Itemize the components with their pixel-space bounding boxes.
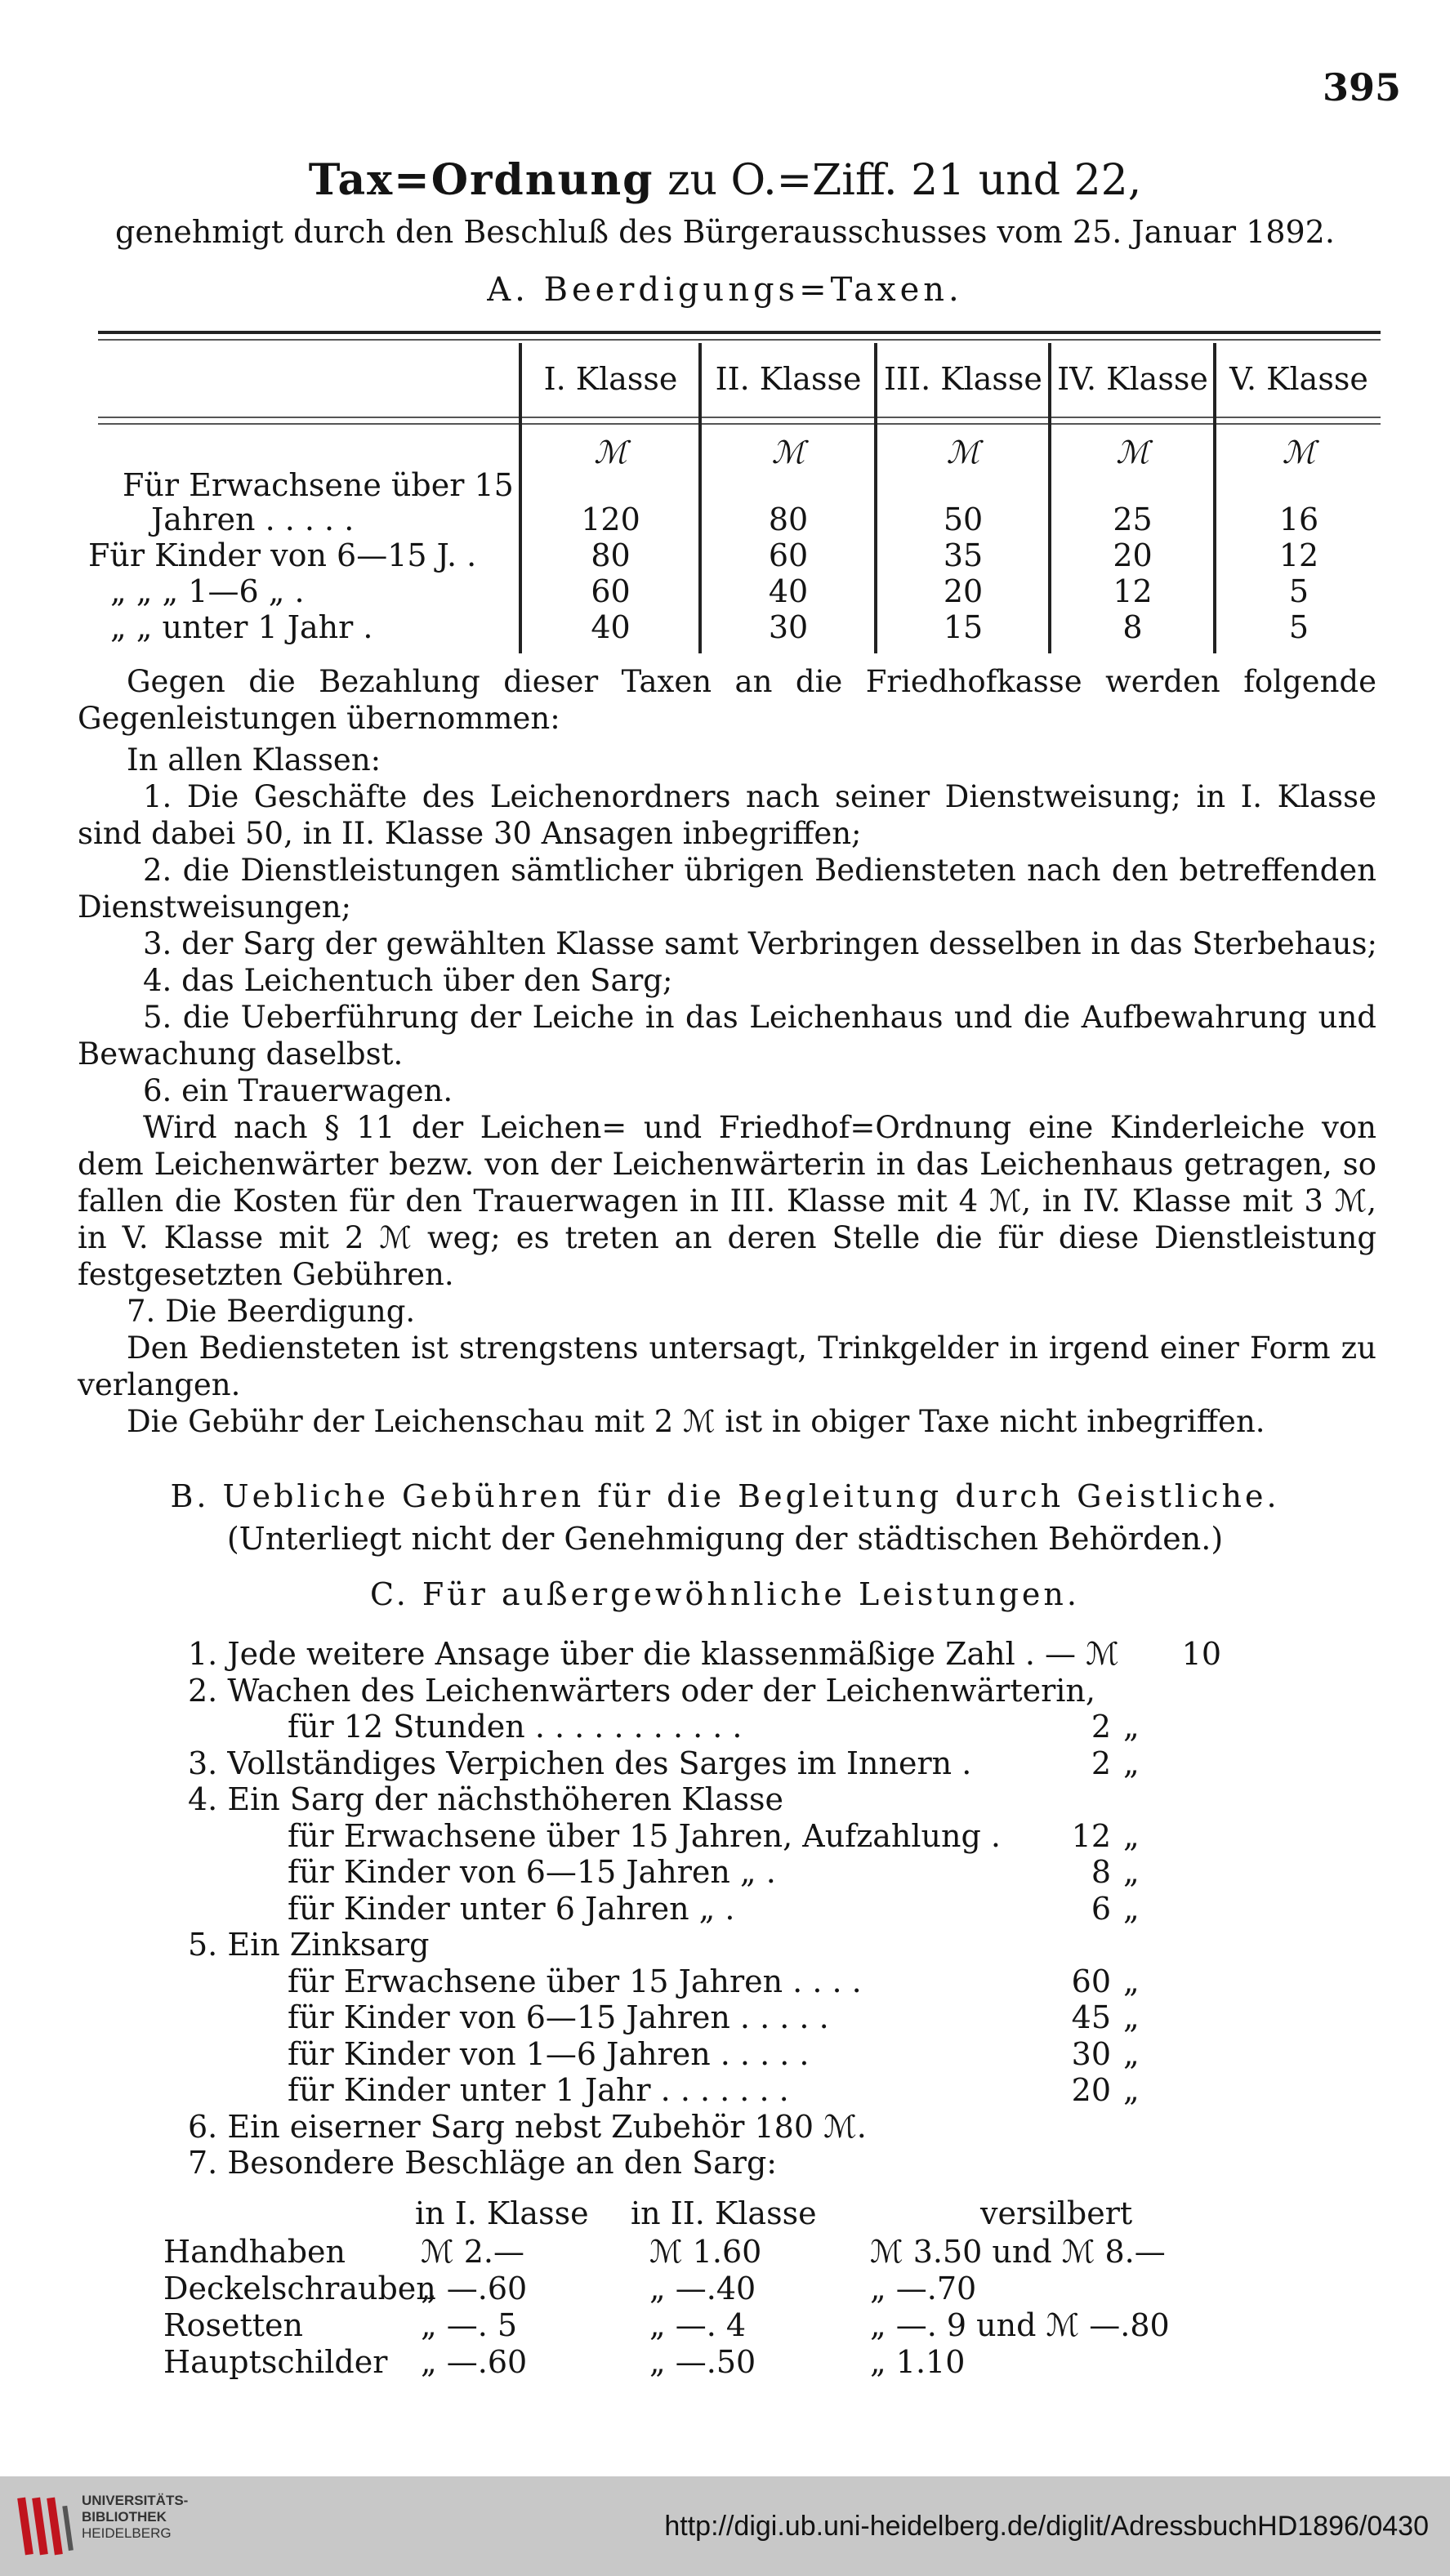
list-item: für Erwachsene über 15 Jahren, Aufzahlung . (288, 1818, 1001, 1854)
fitting-price: „ 1.10 (870, 2344, 966, 2380)
list-item: für Kinder unter 6 Jahren „ . (288, 1891, 735, 1927)
item-1: 1. Die Geschäfte des Leichenordners nach seiner Dienstweisung; in I. Klasse sind dabei 50, in II. Klasse 30 Ansagen inbegriffen; (78, 779, 1376, 851)
table-cell: 80 (768, 501, 809, 537)
fitting-price: ℳ 3.50 und ℳ 8.— (870, 2234, 1166, 2270)
unit-cell: ℳ (1282, 435, 1316, 470)
table-cell: 8 (1122, 609, 1143, 645)
list-item-value: 45 (1071, 1999, 1111, 2035)
item-3: 3. der Sarg der gewählten Klasse samt Verbringen desselben in das Sterbehaus; (143, 926, 1377, 961)
list-item-unit: „ (1123, 2072, 1140, 2108)
fitting-name: Hauptschilder (163, 2344, 388, 2380)
list-item-value: 60 (1071, 1963, 1111, 1999)
list-item-value: 2 (1091, 1709, 1111, 1745)
list-item-unit: „ (1123, 1818, 1140, 1854)
logo-line-3: HEIDELBERG (82, 2525, 172, 2541)
table-cell: 25 (1113, 501, 1153, 537)
table-cell: 20 (943, 573, 984, 609)
table-cell: 60 (591, 573, 631, 609)
item-5: 5. die Ueberführung der Leiche in das Leichenhaus und die Aufbewahrung und Bewachung daselbst. (78, 1000, 1376, 1072)
item-6: 6. ein Trauerwagen. (143, 1073, 453, 1108)
list-item-value: 2 (1091, 1745, 1111, 1781)
row-label: Für Erwachsene über 15 (123, 467, 514, 503)
list-item-unit: „ (1123, 1709, 1140, 1745)
logo-line-2: BIBLIOTHEK (82, 2509, 167, 2525)
table-divider (698, 343, 702, 653)
table-divider (1048, 343, 1051, 653)
list-item-value: 12 (1071, 1818, 1111, 1854)
table-cell: 12 (1278, 537, 1319, 573)
table-cell: 40 (591, 609, 631, 645)
table-top-rule (98, 331, 1381, 334)
table-header-rule-2 (98, 423, 1381, 425)
page-number: 395 (1322, 65, 1401, 109)
fitting-price: ℳ 1.60 (649, 2234, 762, 2270)
list-item-unit: „ (1123, 1745, 1140, 1781)
table-divider (874, 343, 877, 653)
list-item: 4. Ein Sarg der nächsthöheren Klasse (188, 1781, 783, 1817)
fitting-price: „ —.40 (649, 2271, 756, 2306)
section-c-heading: C. Für außergewöhnliche Leistungen. (370, 1576, 1080, 1612)
col-header-4: IV. Klasse (1057, 361, 1208, 397)
col-header-5: V. Klasse (1229, 361, 1368, 397)
tips-paragraph: Den Bediensteten ist strengstens untersagt, Trinkgelder in irgend einer Form zu verlangen. (78, 1330, 1376, 1402)
table-cell: 20 (1113, 537, 1153, 573)
list-item-value: 20 (1071, 2072, 1111, 2108)
fittings-header-3: versilbert (980, 2195, 1133, 2231)
table-header-rule (98, 417, 1381, 418)
unit-cell: ℳ (771, 435, 805, 470)
col-header-2: II. Klasse (715, 361, 862, 397)
table-cell: 60 (768, 537, 809, 573)
fitting-name: Handhaben (163, 2234, 346, 2270)
table-divider (519, 343, 522, 653)
title-bold: Tax=Ordnung (308, 155, 654, 205)
table-cell: 40 (768, 573, 809, 609)
list-item: 5. Ein Zinksarg (188, 1927, 430, 1963)
list-item: 1. Jede weitere Ansage über die klassenmäßige Zahl . — ℳ (188, 1636, 1119, 1672)
all-classes-heading: In allen Klassen: (127, 742, 381, 778)
table-cell: 30 (768, 609, 809, 645)
list-item: 3. Vollständiges Verpichen des Sarges im Innern . (188, 1745, 972, 1781)
fittings-header-2: in II. Klasse (631, 2195, 817, 2231)
fitting-price: „ —. 4 (649, 2307, 747, 2343)
section-b-note: (Unterliegt nicht der Genehmigung der städtischen Behörden.) (226, 1521, 1224, 1557)
inspection-fee-paragraph: Die Gebühr der Leichenschau mit 2 ℳ ist in obiger Taxe nicht inbegriffen. (127, 1404, 1265, 1439)
fitting-price: ℳ 2.— (421, 2234, 524, 2270)
logo-line-1: UNIVERSITÄTS- (82, 2493, 189, 2508)
row-label: Für Kinder von 6—15 J. . (88, 537, 477, 573)
list-item: 7. Besondere Beschläge an den Sarg: (188, 2145, 778, 2181)
fitting-price: „ —.70 (870, 2271, 977, 2306)
table-cell: 5 (1288, 573, 1309, 609)
table-cell: 35 (943, 537, 984, 573)
fitting-name: Rosetten (163, 2307, 303, 2343)
list-item: für Erwachsene über 15 Jahren . . . . (288, 1963, 862, 1999)
unit-cell: ℳ (946, 435, 980, 470)
fitting-price: „ —. 5 (421, 2307, 518, 2343)
fitting-name: Deckelschrauben (163, 2271, 436, 2306)
fitting-price: „ —.60 (421, 2271, 528, 2306)
table-cell: 16 (1278, 501, 1319, 537)
item-4: 4. das Leichentuch über den Sarg; (143, 963, 673, 998)
col-header-3: III. Klasse (884, 361, 1042, 397)
fitting-price: „ —.50 (649, 2344, 756, 2380)
list-item: für Kinder von 6—15 Jahren . . . . . (288, 1999, 829, 2035)
table-cell: 120 (581, 501, 640, 537)
row-label: „ „ „ 1—6 „ . (110, 573, 305, 609)
subtitle: genehmigt durch den Beschluß des Bürgerausschusses vom 25. Januar 1892. (115, 214, 1335, 250)
list-item-unit: „ (1123, 2036, 1140, 2072)
table-cell: 5 (1288, 609, 1309, 645)
source-url-link[interactable]: http://digi.ub.uni-heidelberg.de/diglit/AdressbuchHD1896/0430 (664, 2511, 1429, 2542)
table-top-rule-thin (98, 339, 1381, 341)
list-item: 6. Ein eiserner Sarg nebst Zubehör 180 ℳ. (188, 2109, 867, 2145)
table-cell: 50 (943, 501, 984, 537)
table-cell: 15 (943, 609, 984, 645)
item-6-note: Wird nach § 11 der Leichen= und Friedhof=Ordnung eine Kinderleiche von dem Leichenwärter bezw. von der Leichenwärterin in das Leichenhaus getragen, so fallen die Kosten für den Trauerwagen in III. Klasse mit 4 ℳ, in IV. Klasse mit 3 ℳ, in V. Klasse mit 2 ℳ weg; es treten an deren Stelle die für diese Dienstleistung festgesetzten Gebühren. (78, 1110, 1376, 1292)
list-item-unit: „ (1123, 1891, 1140, 1927)
item-7: 7. Die Beerdigung. (127, 1294, 416, 1329)
table-cell: 80 (591, 537, 631, 573)
fittings-header-1: in I. Klasse (415, 2195, 589, 2231)
list-item: für Kinder von 1—6 Jahren . . . . . (288, 2036, 810, 2072)
table-cell: 12 (1113, 573, 1153, 609)
list-item-unit: „ (1123, 1854, 1140, 1890)
list-item: für Kinder unter 1 Jahr . . . . . . . (288, 2072, 789, 2108)
logo-text (82, 2493, 188, 2542)
list-item-unit: „ (1123, 1963, 1140, 1999)
list-item-value: 6 (1091, 1891, 1111, 1927)
university-library-logo-icon (15, 2489, 88, 2563)
intro-paragraph: Gegen die Bezahlung dieser Taxen an die Friedhofkasse werden folgende Gegenleistungen übernommen: (78, 664, 1376, 736)
col-header-1: I. Klasse (543, 361, 678, 397)
title-rest: zu O.=Ziff. 21 und 22, (667, 156, 1142, 205)
section-b-heading: B. Uebliche Gebühren für die Begleitung durch Geistliche. (170, 1478, 1280, 1514)
fitting-price: „ —. 9 und ℳ —.80 (870, 2307, 1170, 2343)
list-item-unit: „ (1123, 1999, 1140, 2035)
row-label: „ „ unter 1 Jahr . (110, 609, 373, 645)
fitting-price: „ —.60 (421, 2344, 528, 2380)
table-divider (1213, 343, 1216, 653)
section-a-heading: A. Beerdigungs=Taxen. (487, 271, 963, 309)
list-item-value: 8 (1091, 1854, 1111, 1890)
item-2: 2. die Dienstleistungen sämtlicher übrigen Bediensteten nach den betreffenden Dienstweisungen; (78, 853, 1376, 925)
row-label: Jahren . . . . . (151, 501, 355, 537)
page-title (0, 155, 1450, 205)
list-item-value: 10 (1181, 1636, 1221, 1672)
list-item-value: 30 (1071, 2036, 1111, 2072)
unit-cell: ℳ (594, 435, 627, 470)
list-item: 2. Wachen des Leichenwärters oder der Leichenwärterin, (188, 1673, 1095, 1709)
list-item: für Kinder von 6—15 Jahren „ . (288, 1854, 776, 1890)
list-item: für 12 Stunden . . . . . . . . . . . (288, 1709, 743, 1745)
unit-cell: ℳ (1116, 435, 1149, 470)
